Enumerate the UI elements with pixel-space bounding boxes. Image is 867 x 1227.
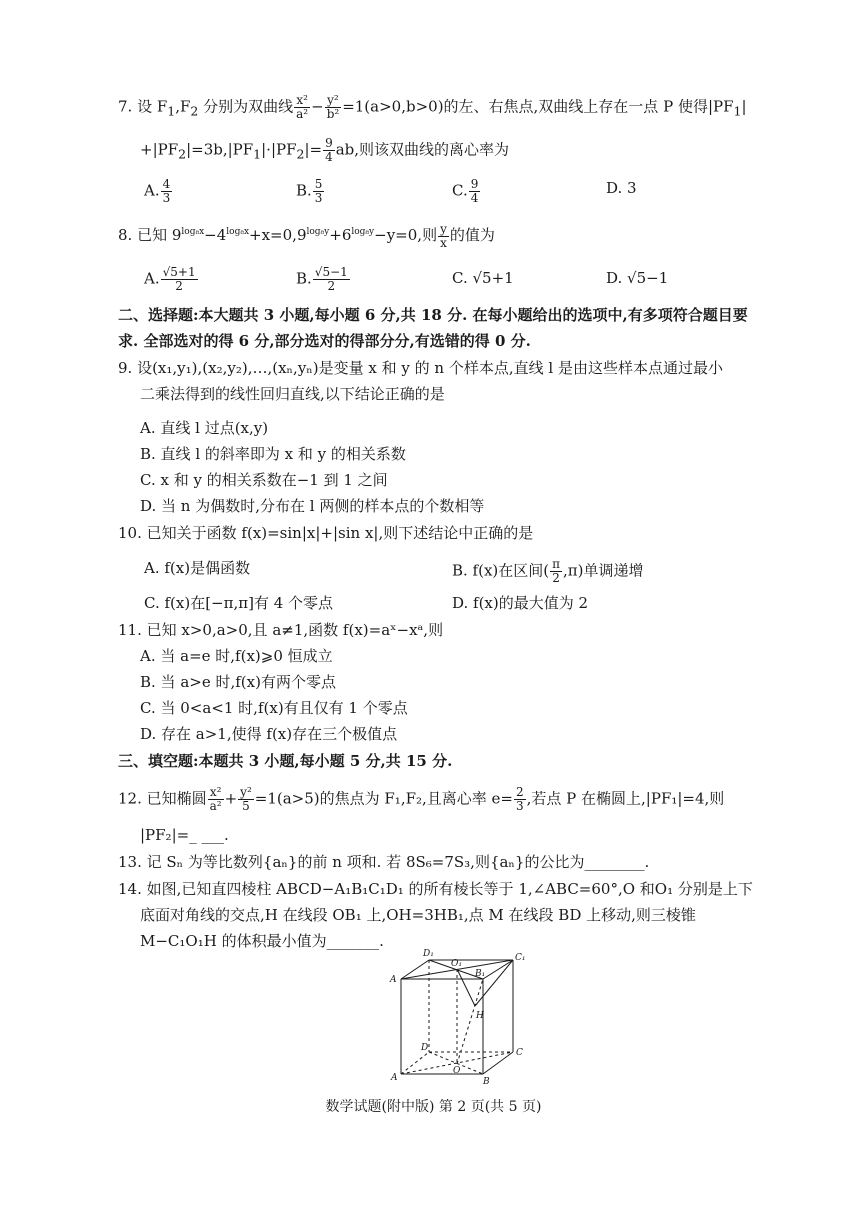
section3-heading: 三、填空题:本题共 3 小题,每小题 5 分,共 15 分. (118, 752, 453, 770)
q9-option-d: D. 当 n 为偶数时,分布在 l 两侧的样本点的个数相等 (140, 497, 485, 515)
label-a1: A (390, 975, 397, 985)
label-o1: O₁ (451, 959, 462, 969)
q7-text: 7. 设 F (118, 97, 168, 116)
q7-frac-9-4: $\frac{9}{4}$ (325, 136, 333, 164)
q7-line1: 7. 设 $F_1,F_2$ 分别为双曲线 $\frac{\text{x²}}{\text{a²}}$ − $\frac{\text{y²}}{\text{b²}}$ =1(a>0,b>0)的左、右焦点,双曲线上存在一点 P 使得$|PF_1|$ (118, 93, 747, 121)
q10-option-b: B. f(x)在区间( $\frac{\pi}{2}$ ,π)单调递增 (452, 557, 644, 585)
label-c: C (516, 1048, 523, 1058)
q7-frac-y2-b2: $\frac{\text{y²}}{\text{b²}}$ (326, 93, 340, 121)
q8-option-a: A. $\frac{√5+1}{2}$ (144, 265, 196, 293)
q7-option-d: D. 3 (606, 179, 637, 197)
q9-option-c: C. x 和 y 的相关系数在−1 到 1 之间 (140, 471, 388, 489)
seg-o1-h (457, 969, 475, 1006)
seg-o-b1 (457, 979, 483, 1064)
label-d1: D₁ (423, 949, 434, 959)
edge-a-d (401, 1052, 429, 1074)
q7-line2: $+|PF_2|=3b,|PF_1|\cdot|PF_2|=$ $\frac{9}{4}$ ab,则该双曲线的离心率为 (140, 136, 510, 164)
q9-option-b: B. 直线 l 的斜率即为 x 和 y 的相关系数 (140, 445, 406, 463)
q8-line1: 8. 已知 $9^{log_8x}-4^{log_8x}+x=0,9^{log_8y}+6^{log_8y}-y=0$,则 $\frac{y}{x}$ 的值为 (118, 221, 495, 250)
q8-option-b: B. $\frac{√5-1}{2}$ (296, 265, 348, 293)
q7-sub: 2 (190, 103, 199, 119)
label-c1: C₁ (515, 953, 526, 963)
q7-option-c: C. $\frac{9}{4}$ (452, 177, 479, 205)
q12-line2: |PF₂|=_ ___. (140, 826, 229, 844)
seg-c1-h (475, 960, 513, 1006)
q7-text: =1(a>0,b>0)的左、右焦点,双曲线上存在一点 P 使得|PF (342, 97, 734, 116)
label-b: B (483, 1077, 490, 1086)
q8-option-c: C. √5+1 (452, 269, 514, 287)
q10-option-c: C. f(x)在[−π,π]有 4 个零点 (144, 594, 334, 612)
q8-frac-y-x: $\frac{y}{x}$ (440, 221, 447, 250)
label-h: H (476, 1011, 484, 1021)
prism-figure (385, 946, 535, 1086)
q9-line1: 9. 设(x₁,y₁),(x₂,y₂),…,(xₙ,yₙ)是变量 x 和 y 的 n 个样本点,直线 l 是由这些样本点通过最小 (118, 359, 723, 377)
q11-option-c: C. 当 0<a<1 时,f(x)有且仅有 1 个零点 (140, 699, 408, 717)
q9-line2: 二乘法得到的线性回归直线,以下结论正确的是 (140, 385, 445, 403)
q13-line1: 13. 记 Sₙ 为等比数列{aₙ}的前 n 项和. 若 8S₆=7S₃,则{aₙ}的公比为________. (118, 853, 650, 871)
label-d: D (421, 1043, 429, 1053)
q7-option-a: A. $\frac{4}{3}$ (144, 177, 171, 205)
q7-frac-x2-a2: $\frac{\text{x²}}{\text{a²}}$ (296, 93, 309, 121)
q9-option-a: A. 直线 l 过点(x,y) (140, 419, 269, 437)
q11-line1: 11. 已知 x>0,a>0,且 a≠1,函数 f(x)=aˣ−xᵃ,则 (118, 621, 444, 639)
q14-line1: 14. 如图,已知直四棱柱 ABCD−A₁B₁C₁D₁ 的所有棱长等于 1,∠ABC=60°,O 和O₁ 分别是上下 (118, 880, 753, 898)
q10-option-a: A. f(x)是偶函数 (144, 559, 251, 577)
q11-option-a: A. 当 a=e 时,f(x)⩾0 恒成立 (140, 647, 333, 665)
q11-option-b: B. 当 a>e 时,f(x)有两个零点 (140, 673, 336, 691)
q8-option-d: D. √5−1 (606, 269, 669, 287)
q12-line1: 12. 已知椭圆 $\frac{\text{x²}}{\text{a²}}$ + $\frac{\text{y²}}{5}$ =1(a>5)的焦点为 F₁,F₂,且离心率 e= $\frac{2}{3}$ ,若点 P 在椭圆上,|PF₁|=4,则 (118, 785, 725, 813)
q10-option-d: D. f(x)的最大值为 2 (452, 594, 589, 612)
label-a: A (391, 1073, 398, 1083)
page-footer: 数学试题(附中版) 第 2 页(共 5 页) (325, 1099, 542, 1115)
q7-text: 分别为双曲线 (198, 97, 294, 116)
q7-sub: 1 (167, 103, 176, 119)
q7-option-b: B. $\frac{5}{3}$ (296, 177, 323, 205)
q14-line3: M−C₁O₁H 的体积最小值为_______. (140, 932, 384, 950)
label-o: O (453, 1066, 461, 1076)
label-b1: B₁ (475, 969, 486, 979)
q14-line2: 底面对角线的交点,H 在线段 OB₁ 上,OH=3HB₁,点 M 在线段 BD 上移动,则三棱锥 (140, 906, 696, 924)
section2-heading-line1: 二、选择题:本大题共 3 小题,每小题 6 分,共 18 分. 在每小题给出的选项中,有多项符合题目要 (118, 306, 748, 324)
section2-heading-line2: 求. 全部选对的得 6 分,部分选对的得部分分,有选错的得 0 分. (118, 332, 531, 350)
q7-text: ,F (175, 97, 191, 116)
q10-line1: 10. 已知关于函数 f(x)=sin|x|+|sin x|,则下述结论中正确的是 (118, 524, 534, 542)
q11-option-d: D. 存在 a>1,使得 f(x)存在三个极值点 (140, 725, 398, 743)
